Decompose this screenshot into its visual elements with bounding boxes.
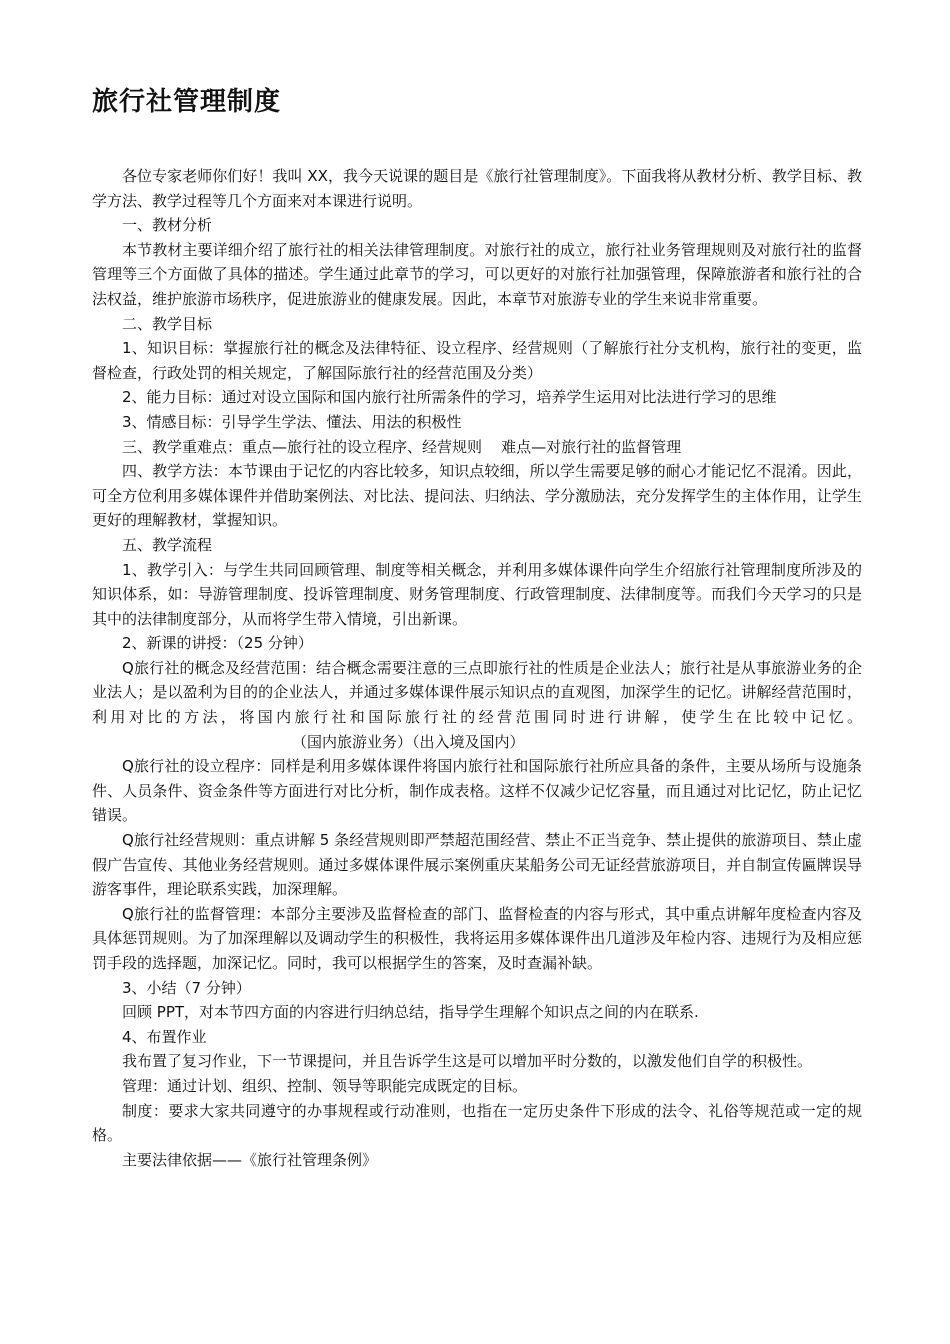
goal-ability: 2、能力目标：通过对设立国际和国内旅行社所需条件的学习，培养学生运用对比法进行学习的思维 — [122, 388, 777, 407]
bullet-text: 旅行社的设立程序：同样是利用多媒体课件将国内旅行社和国际旅行社所应具备的条件，主要从场所与设施条件、人员条件、资金条件等方面进行对比分析，制作成表格。这样不仅减少记忆容量，而且通过对比记忆，防止记忆错误。 — [92, 757, 862, 825]
homework-text: 我布置了复习作业，下一节课提问，并且告诉学生这是可以增加平时分数的，以激发他们自学的积极性。 — [122, 1052, 813, 1071]
section-heading-material: 一、教材分析 — [122, 216, 213, 235]
bullet-icon: Q — [122, 831, 134, 850]
bullet-tail: （国内旅游业务）（出入境及国内） — [292, 732, 525, 751]
goal-knowledge: 1、知识目标：掌握旅行社的概念及法律特征、设立程序、经营规则（了解旅行社分支机构，旅行社的变更，监督检查，行政处罚的相关规定，了解国际旅行社的经营范围及分类） — [92, 339, 862, 382]
definition-system: 制度：要求大家共同遵守的办事规程或行动准则，也指在一定历史条件下形成的法令、礼俗等规范或一定的规格。 — [92, 1101, 862, 1145]
bullet-item — [92, 656, 862, 754]
definition-management: 管理：通过计划、组织、控制、领导等职能完成既定的目标。 — [122, 1076, 528, 1095]
document-title: 旅行社管理制度 — [92, 87, 282, 117]
bullet-text: 旅行社经营规则：重点讲解 5 条经营规则即严禁超范围经营、禁止不正当竞争、禁止提供的旅游项目、禁止虚假广告宣传、其他业务经营规则。通过多媒体课件展示案例重庆某船务公司无证经营旅游项目，并自制宣传匾牌误导游客事件，理论联系实践，加深理解。 — [92, 831, 862, 899]
section-heading-process: 五、教学流程 — [122, 535, 213, 554]
bullet-icon: Q — [122, 757, 134, 776]
material-analysis-paragraph: 本节教材主要详细介绍了旅行社的相关法律管理制度。对旅行社的成立，旅行社业务管理规则及对旅行社的监督管理等三个方面做了具体的描述。学生通过此章节的学习，可以更好的对旅行社加强管理，保障旅游者和旅行社的合法权益，维护旅游市场秩序，促进旅游业的健康发展。因此，本章节对旅游专业的学生来说非常重要。 — [92, 240, 862, 308]
bullet-icon: Q — [122, 904, 134, 923]
goal-emotion: 3、情感目标：引导学生学法、懂法、用法的积极性 — [122, 412, 462, 431]
process-new-lesson: 2、新课的讲授：（25 分钟） — [122, 634, 313, 653]
homework-heading: 4、布置作业 — [122, 1027, 207, 1046]
bullet-item — [92, 828, 862, 902]
bullet-item — [92, 902, 862, 976]
legal-basis: 主要法律依据——《旅行社管理条例》 — [122, 1150, 378, 1169]
bullet-item — [92, 754, 862, 828]
summary-text: 回顾 PPT，对本节四方面的内容进行归纳总结，指导学生理解个知识点之间的内在联系. — [122, 1003, 699, 1022]
process-intro: 1、教学引入：与学生共同回顾管理、制度等相关概念，并利用多媒体课件向学生介绍旅行社管理制度所涉及的知识体系，如：导游管理制度、投诉管理制度、财务管理制度、行政管理制度、法律制度等。而我们今天学习的只是其中的法律制度部分，从而将学生带入情境，引出新课。 — [92, 560, 862, 628]
key-points: 三、教学重难点：重点—旅行社的设立程序、经营规则 难点—对旅行社的监督管理 — [122, 437, 682, 456]
bullet-text: 旅行社的概念及经营范围：结合概念需要注意的三点即旅行社的性质是企业法人；旅行社是从事旅游业务的企业法人；是以盈利为目的的企业法人，并通过多媒体课件展示知识点的直观图，加深学生的记忆。讲解经营范围时，利用对比的方法，将国内旅行社和国际旅行社的经营范围同时进行讲解，使学生在比较中记忆。 — [92, 658, 862, 727]
intro-paragraph: 各位专家老师你们好！我叫 XX，我今天说课的题目是《旅行社管理制度》。下面我将从教材分析、教学目标、教学方法、教学过程等几个方面来对本课进行说明。 — [92, 167, 862, 210]
bullet-icon: Q — [122, 658, 134, 677]
document-body — [92, 164, 862, 1172]
bullet-text: 旅行社的监督管理：本部分主要涉及监督检查的部门、监督检查的内容与形式，其中重点讲解年度检查内容及具体惩罚规则。为了加深理解以及调动学生的积极性，我将运用多媒体课件出几道涉及年检内容、违规行为及相应惩罚手段的选择题，加深记忆。同时，我可以根据学生的答案，及时查漏补缺。 — [92, 904, 862, 972]
summary-heading: 3、小结（7 分钟） — [122, 978, 251, 997]
section-heading-goals: 二、教学目标 — [122, 314, 213, 333]
teaching-methods: 四、教学方法：本节课由于记忆的内容比较多，知识点较细，所以学生需要足够的耐心才能记忆不混淆。因此，可全方位利用多媒体课件并借助案例法、对比法、提问法、归纳法、学分激励法，充分发挥学生的主体作用，让学生更好的理解教材，掌握知识。 — [92, 462, 862, 530]
